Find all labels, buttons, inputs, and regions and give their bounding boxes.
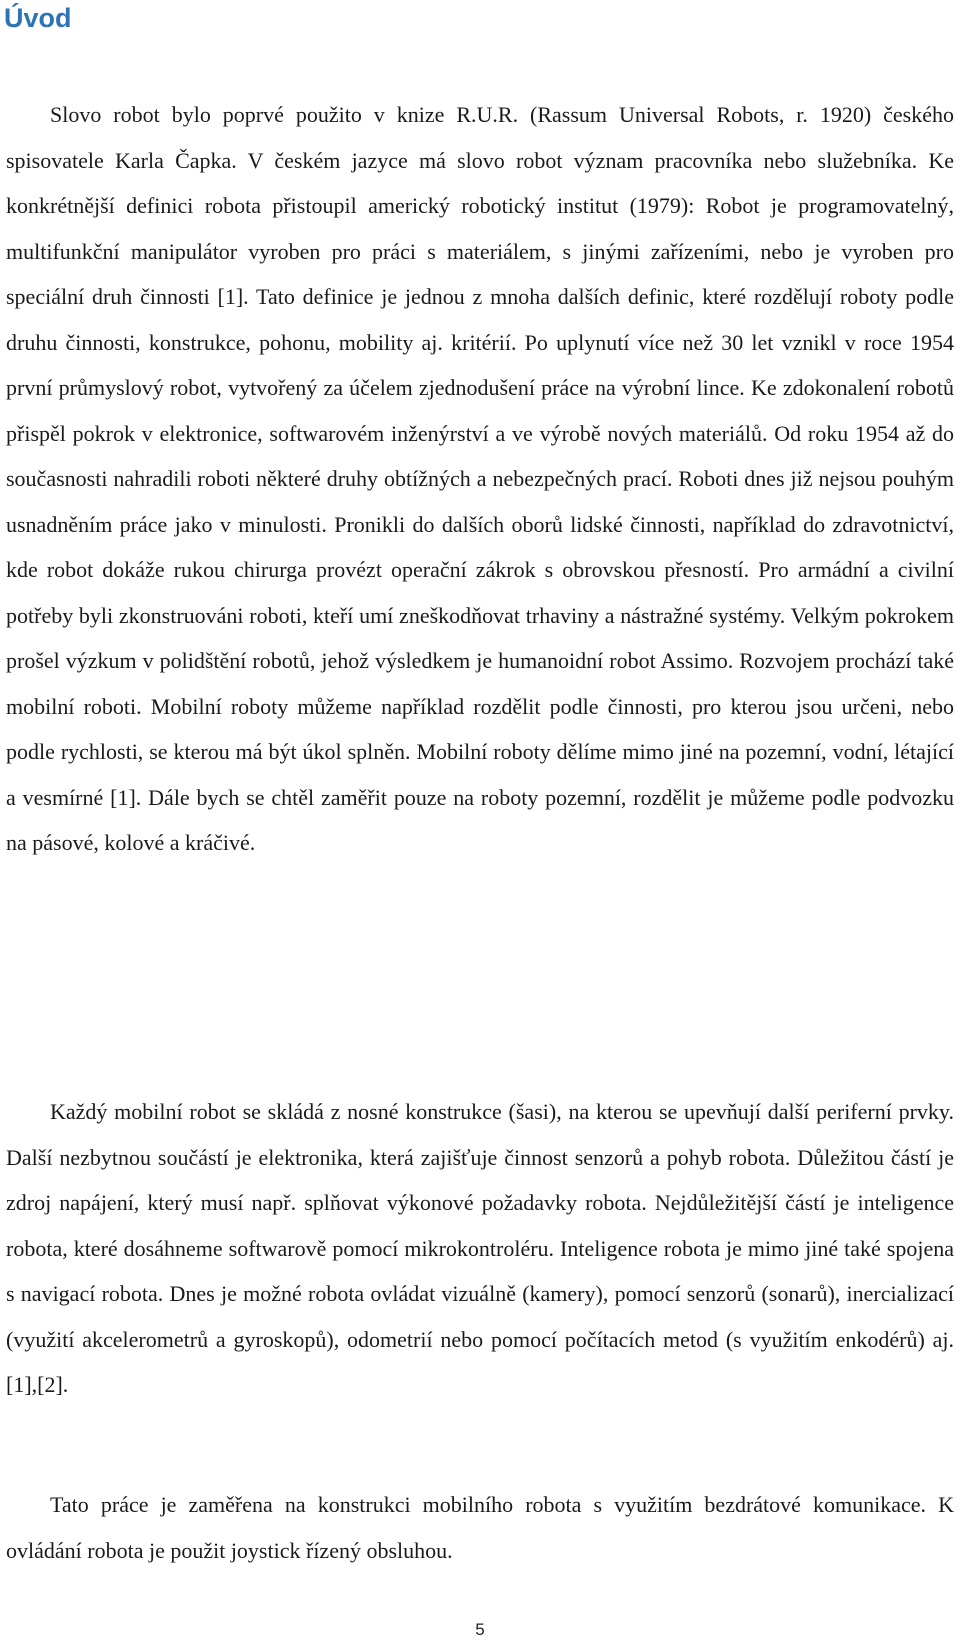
paragraph-3: Tato práce je zaměřena na konstrukci mobilního robota s využitím bezdrátové komunikace. K ovládání robota je použit joystick řízený obsluhou.: [6, 1492, 954, 1563]
paragraph-2: Každý mobilní robot se skládá z nosné konstrukce (šasi), na kterou se upevňují další periferní prvky. Další nezbytnou součástí je elektronika, která zajišťuje činnost senzorů a pohyb robota. Důležitou částí je zdroj napájení, který musí např. splňovat výkonové požadavky robota. Nejdůležitější částí je inteligence robota, které dosáhneme softwarově pomocí mikrokontroléru. Inteligence robota je mimo jiné také spojena s navigací robota. Dnes je možné robota ovládat vizuálně (kamery), pomocí senzorů (sonarů), inercializací (využití akcelerometrů a gyroskopů), odometrií nebo pomocí počítacích metod (s využitím enkodérů) aj.[1],[2].: [6, 1099, 954, 1397]
paragraph-2-container: [6, 1089, 954, 1408]
section-heading: Úvod: [4, 3, 72, 33]
paragraph-1-container: [6, 92, 954, 866]
paragraph-1: Slovo robot bylo poprvé použito v knize R.U.R. (Rassum Universal Robots, r. 1920) českého spisovatele Karla Čapka. V českém jazyce má slovo robot význam pracovníka nebo služebníka. Ke konkrétnější definici robota přistoupil americký robotický institut (1979): Robot je programovatelný, multifunkční manipulátor vyroben pro práci s materiálem, s jinými zařízeními, nebo je vyroben pro speciální druh činnosti [1]. Tato definice je jednou z mnoha dalších definic, které rozdělují roboty podle druhu činnosti, konstrukce, pohonu, mobility aj. kritérií. Po uplynutí více než 30 let vznikl v roce 1954 první průmyslový robot, vytvořený za účelem zjednodušení práce na výrobní lince. Ke zdokonalení robotů přispěl pokrok v elektronice, softwarovém inženýrství a ve výrobě nových materiálů. Od roku 1954 až do současnosti nahradili roboti některé druhy obtížných a nebezpečných prací. Roboti dnes již nejsou pouhým usnadněním práce jako v minulosti. Pronikli do dalších oborů lidské činnosti, například do zdravotnictví, kde robot dokáže rukou chirurga provézt operační zákrok s obrovskou přesností. Pro armádní a civilní potřeby byli zkonstruováni roboti, kteří umí zneškodňovat trhaviny a nástražné systémy. Velkým pokrokem prošel výzkum v polidštění robotů, jehož výsledkem je humanoidní robot Assimo. Rozvojem prochází také mobilní roboti. Mobilní roboty můžeme například rozdělit podle činnosti, pro kterou jsou určeni, nebo podle rychlosti, se kterou má být úkol splněn. Mobilní roboty dělíme mimo jiné na pozemní, vodní, létající a vesmírné [1]. Dále bych se chtěl zaměřit pouze na roboty pozemní, rozdělit je můžeme podle podvozku na pásové, kolové a kráčivé.: [6, 102, 954, 855]
page-number: 5: [475, 1620, 485, 1639]
paragraph-3-container: [6, 1482, 954, 1573]
